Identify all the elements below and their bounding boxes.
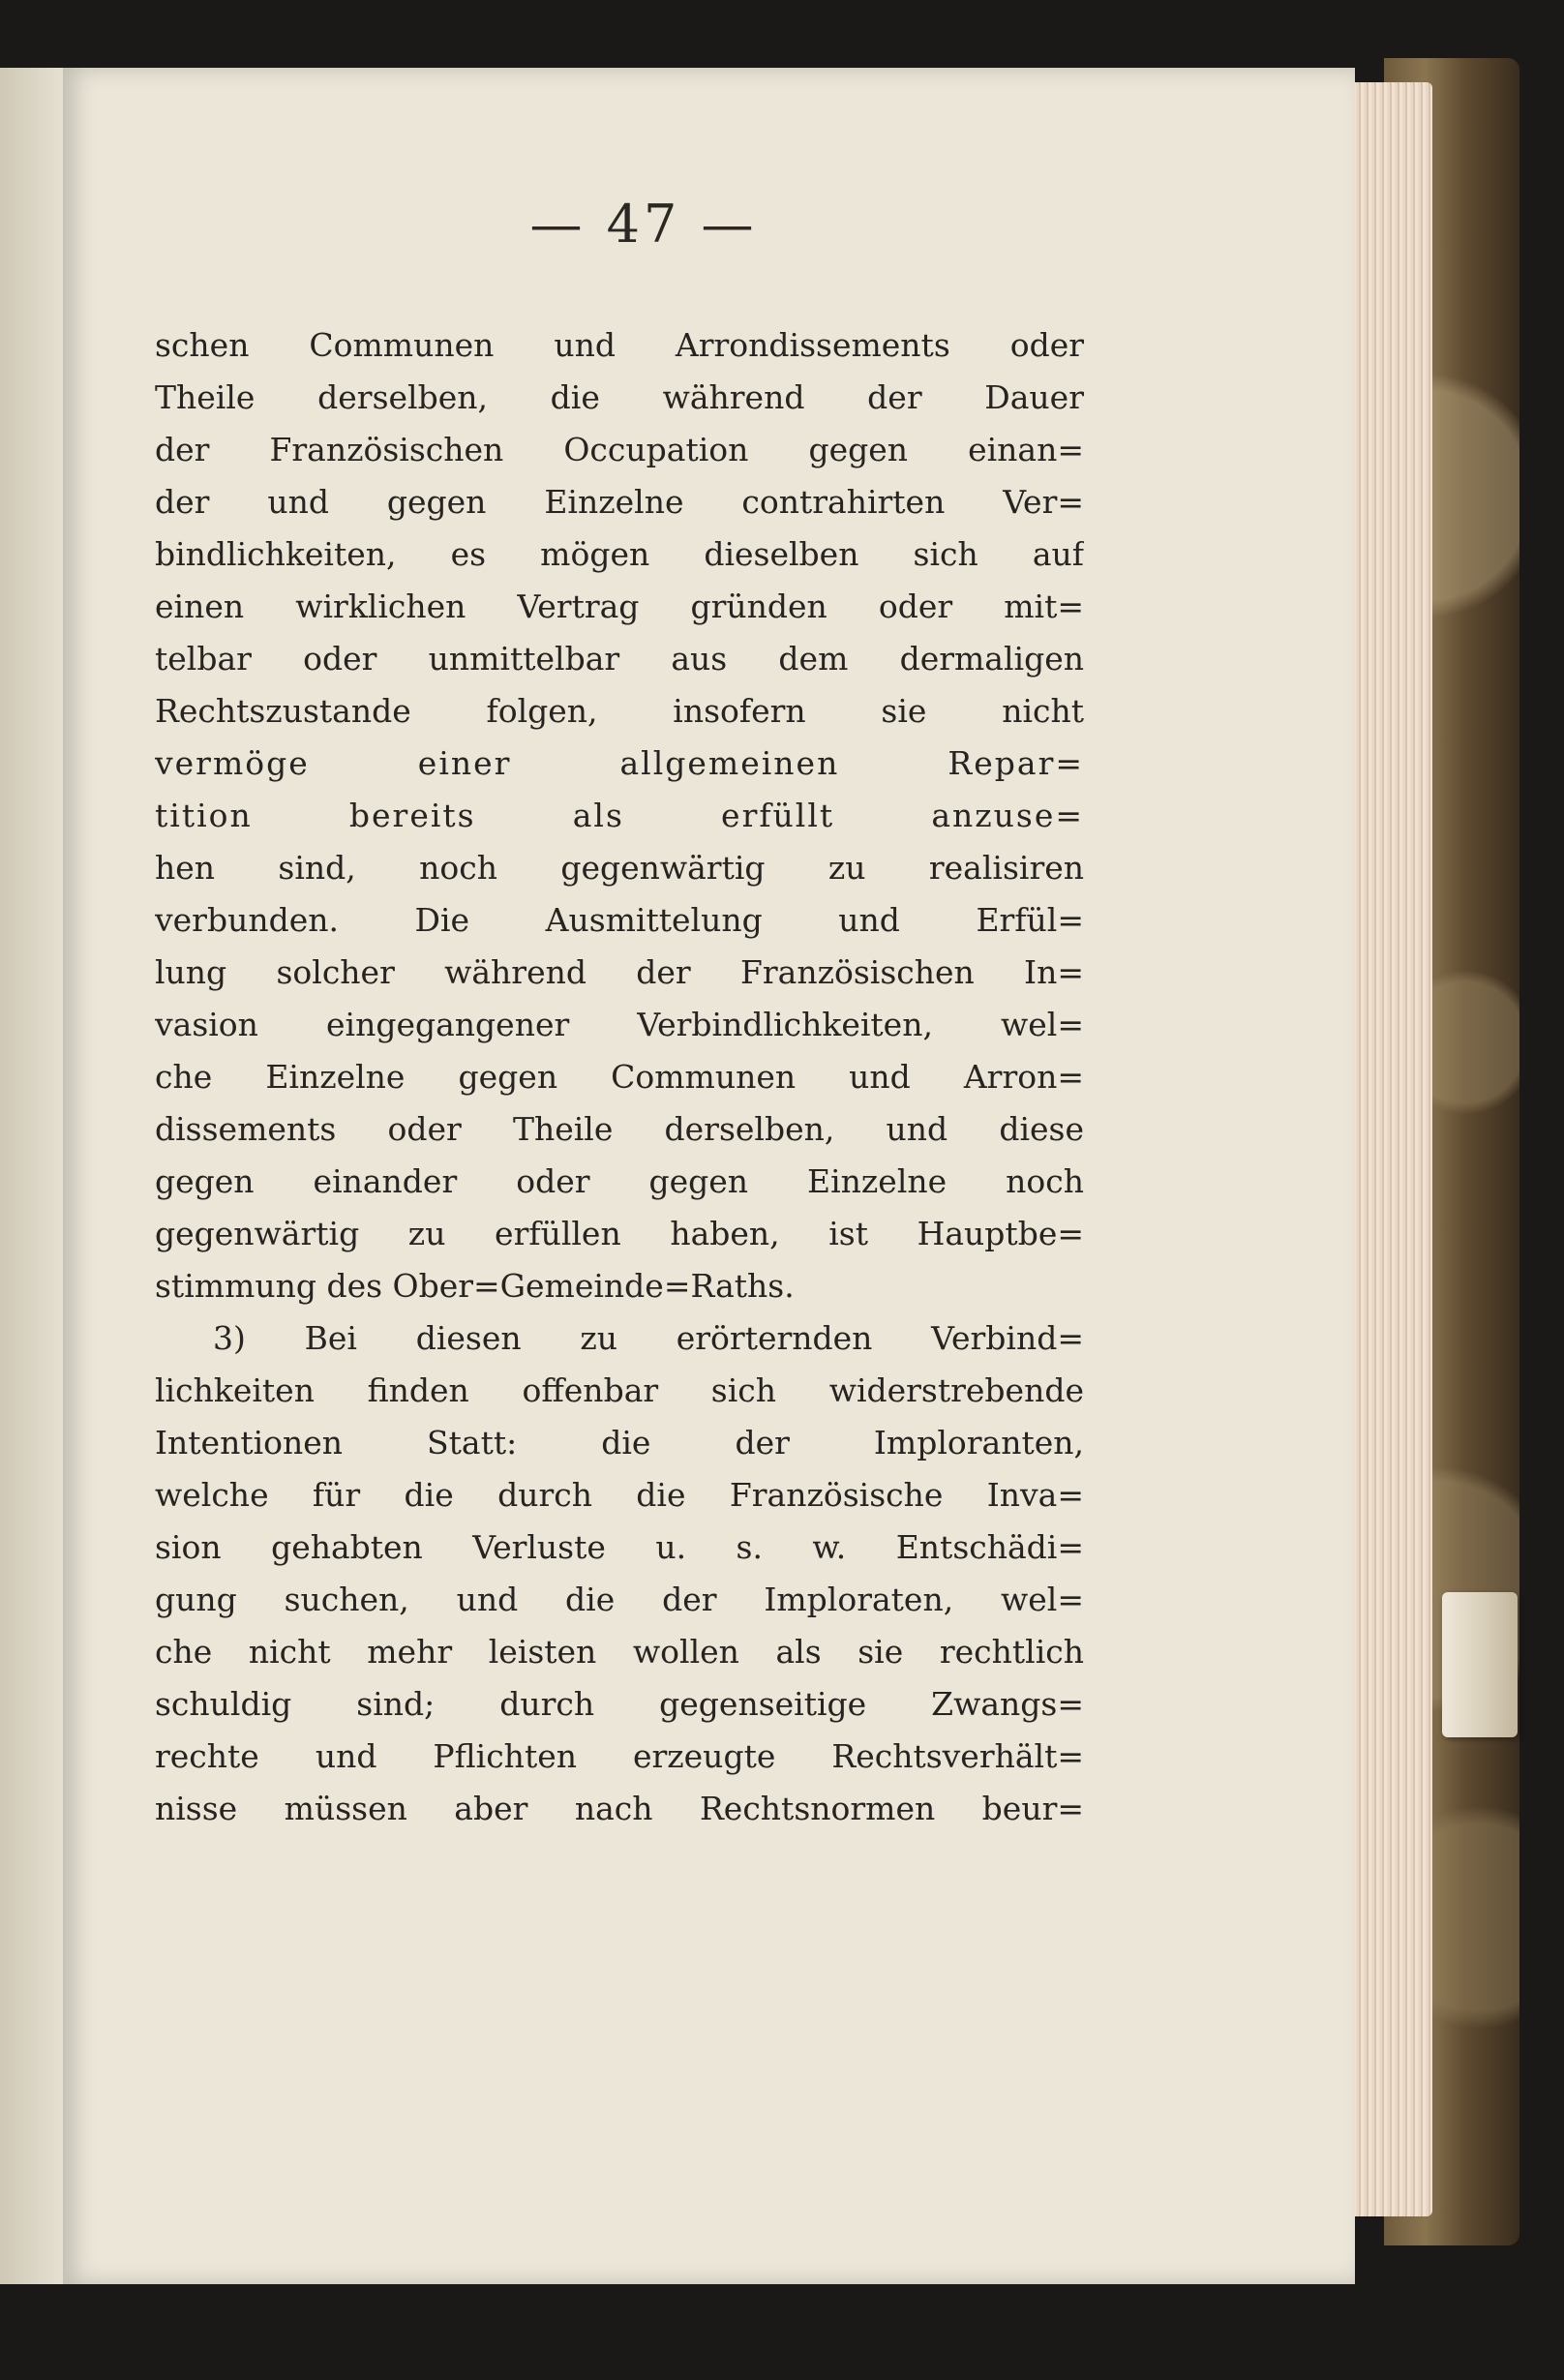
left-page-edge (0, 68, 63, 2284)
text-line: einen wirklichen Vertrag gründen oder mit= (155, 587, 1084, 625)
text-line: lichkeiten finden offenbar sich widerstrebende (155, 1371, 1084, 1409)
text-line: gegenwärtig zu erfüllen haben, ist Hauptbe= (155, 1215, 1084, 1252)
text-line: lung solcher während der Französischen In= (155, 953, 1084, 991)
text-line: vasion eingegangener Verbindlichkeiten, wel= (155, 1006, 1084, 1043)
text-line: bindlichkeiten, es mögen dieselben sich auf (155, 535, 1084, 573)
text-line: vermöge einer allgemeinen Repar= (155, 744, 1084, 782)
text-line: der und gegen Einzelne contrahirten Ver= (155, 483, 1084, 521)
text-line: che nicht mehr leisten wollen als sie rechtlich (155, 1633, 1084, 1671)
bookmark-tab (1442, 1592, 1518, 1737)
text-line: sion gehabten Verluste u. s. w. Entschädi= (155, 1528, 1084, 1566)
text-line: schuldig sind; durch gegenseitige Zwangs= (155, 1685, 1084, 1723)
text-line: 3) Bei diesen zu erörternden Verbind= (213, 1319, 1084, 1357)
text-line: Rechtszustande folgen, insofern sie nicht (155, 692, 1084, 730)
page-number: — 47 — (529, 194, 758, 255)
text-line: nisse müssen aber nach Rechtsnormen beur= (155, 1790, 1084, 1827)
text-line: che Einzelne gegen Communen und Arron= (155, 1058, 1084, 1096)
text-line: telbar oder unmittelbar aus dem dermaligen (155, 640, 1084, 678)
text-line: schen Communen und Arrondissements oder (155, 326, 1084, 364)
page-text (155, 319, 1084, 1835)
text-line: gung suchen, und die der Imploraten, wel= (155, 1581, 1084, 1618)
text-line: welche für die durch die Französische Inva= (155, 1476, 1084, 1514)
text-line: gegen einander oder gegen Einzelne noch (155, 1162, 1084, 1200)
text-line: verbunden. Die Ausmittelung und Erfül= (155, 901, 1084, 939)
text-line: tition bereits als erfüllt anzuse= (155, 797, 1084, 834)
text-line: rechte und Pflichten erzeugte Rechtsverhält= (155, 1737, 1084, 1775)
text-line: dissements oder Theile derselben, und diese (155, 1110, 1084, 1148)
text-line: Intentionen Statt: die der Imploranten, (155, 1424, 1084, 1461)
text-line: hen sind, noch gegenwärtig zu realisiren (155, 849, 1084, 887)
text-line: stimmung des Ober=Gemeinde=Raths. (155, 1267, 795, 1305)
text-line: der Französischen Occupation gegen einan= (155, 431, 1084, 468)
text-line: Theile derselben, die während der Dauer (155, 378, 1084, 416)
